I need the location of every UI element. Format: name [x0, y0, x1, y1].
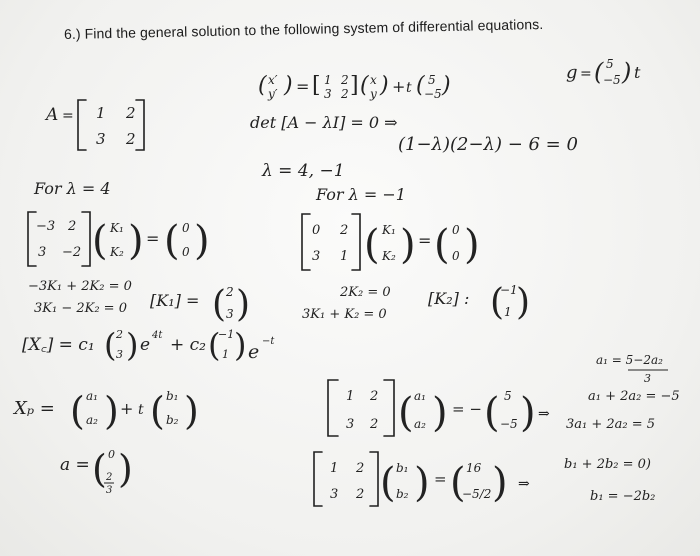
svg-text:e: e — [140, 335, 151, 355]
svg-text:3: 3 — [106, 485, 113, 496]
svg-text:2: 2 — [340, 223, 349, 238]
svg-text:x: x — [370, 73, 377, 87]
svg-text:3K₁ + K₂ = 0: 3K₁ + K₂ = 0 — [302, 307, 387, 322]
svg-text:): ) — [128, 218, 144, 264]
svg-text:3: 3 — [38, 245, 47, 260]
svg-text:(: ( — [360, 73, 369, 98]
svg-text:[K₁] =: [K₁] = — [150, 291, 200, 310]
svg-text:2: 2 — [341, 87, 349, 101]
svg-text:): ) — [442, 73, 451, 98]
svg-text:b₁ + 2b₂ = 0): b₁ + 2b₂ = 0) — [564, 457, 651, 472]
svg-text:−1: −1 — [218, 328, 235, 341]
svg-text:−5: −5 — [500, 417, 518, 431]
svg-text:−t: −t — [262, 336, 275, 347]
svg-text:1: 1 — [340, 249, 349, 264]
svg-text:16: 16 — [466, 461, 482, 475]
svg-text:1: 1 — [504, 305, 512, 319]
svg-text:2: 2 — [106, 472, 113, 483]
svg-text:3: 3 — [226, 307, 234, 321]
svg-text:b₁: b₁ — [396, 461, 409, 475]
svg-text:+: + — [392, 77, 406, 96]
svg-text:(: ( — [594, 58, 604, 86]
svg-text:5: 5 — [428, 73, 436, 87]
svg-text:): ) — [520, 390, 536, 436]
svg-text:(: ( — [416, 73, 425, 98]
svg-text:): ) — [118, 447, 133, 491]
svg-text:5: 5 — [606, 57, 614, 71]
svg-text:−3K₁ + 2K₂ = 0: −3K₁ + 2K₂ = 0 — [28, 279, 132, 294]
svg-text:(: ( — [150, 389, 165, 433]
svg-text:0: 0 — [108, 448, 115, 461]
svg-text:3: 3 — [644, 372, 651, 385]
svg-text:b₂: b₂ — [166, 413, 179, 427]
svg-text:a₂: a₂ — [86, 413, 98, 427]
svg-text:+: + — [120, 399, 134, 418]
svg-text:): ) — [234, 326, 247, 364]
svg-text:3: 3 — [116, 348, 123, 361]
svg-text:(: ( — [208, 326, 221, 364]
svg-text:K₁: K₁ — [110, 221, 124, 235]
svg-text:]: ] — [350, 73, 359, 98]
svg-text:): ) — [184, 389, 199, 433]
svg-text:(: ( — [92, 218, 108, 264]
svg-text:0: 0 — [182, 245, 190, 259]
svg-text:): ) — [492, 460, 508, 506]
svg-text:(: ( — [104, 326, 117, 364]
svg-text:−5: −5 — [603, 73, 621, 87]
case-lambda-4: For λ = 4 — [34, 179, 111, 198]
svg-text:): ) — [380, 73, 389, 98]
svg-text:(: ( — [70, 389, 85, 433]
svg-text:(1−λ)(2−λ) − 6 = 0: (1−λ)(2−λ) − 6 = 0 — [398, 134, 578, 155]
svg-text:t: t — [406, 80, 412, 96]
svg-text:2: 2 — [356, 461, 365, 476]
svg-text:1: 1 — [330, 461, 339, 476]
svg-text:1: 1 — [96, 104, 106, 122]
svg-text:x′: x′ — [268, 73, 278, 87]
svg-text:−5: −5 — [424, 87, 442, 101]
svg-text:): ) — [126, 326, 139, 364]
svg-text:=: = — [62, 108, 74, 124]
svg-text:a =: a = — [60, 455, 90, 475]
svg-text:(: ( — [92, 447, 107, 491]
svg-text:(: ( — [490, 282, 505, 323]
svg-text:=: = — [434, 470, 447, 488]
svg-text:(: ( — [258, 73, 267, 98]
svg-text:(: ( — [380, 460, 396, 506]
svg-text:a₂: a₂ — [414, 417, 426, 431]
svg-text:[K₂] :: [K₂] : — [428, 289, 470, 308]
svg-text:−3: −3 — [36, 219, 56, 234]
svg-text:a₁ = 5−2a₂: a₁ = 5−2a₂ — [596, 353, 663, 367]
svg-text:0: 0 — [182, 221, 190, 235]
svg-text:2: 2 — [68, 219, 77, 234]
svg-text:t: t — [634, 63, 641, 82]
svg-text:): ) — [622, 58, 632, 86]
svg-text:3: 3 — [330, 487, 339, 502]
svg-text:(: ( — [164, 218, 180, 264]
svg-text:): ) — [432, 390, 448, 436]
svg-text:(: ( — [434, 222, 450, 268]
svg-text:): ) — [516, 282, 531, 323]
svg-text:): ) — [400, 222, 416, 268]
svg-text:+ c₂: + c₂ — [170, 335, 206, 355]
svg-text:y′: y′ — [268, 87, 278, 101]
svg-text:(: ( — [484, 390, 500, 436]
svg-text:): ) — [194, 218, 210, 264]
svg-text:−5/2: −5/2 — [462, 487, 492, 501]
eigenvalues: λ = 4, −1 — [262, 161, 345, 181]
svg-text:[: [ — [312, 73, 321, 98]
svg-text:b₁: b₁ — [166, 389, 179, 403]
svg-text:3: 3 — [96, 130, 106, 148]
svg-text:y: y — [370, 87, 377, 101]
problem-statement: 6.) Find the general solution to the following system of differential equations. — [63, 15, 544, 42]
svg-text:g: g — [566, 62, 578, 83]
svg-text:=: = — [296, 77, 310, 96]
svg-text:a₁ + 2a₂ = −5: a₁ + 2a₂ = −5 — [588, 389, 680, 404]
svg-text:⇒: ⇒ — [538, 406, 550, 422]
case-lambda-neg1: For λ = −1 — [316, 185, 406, 204]
svg-text:2: 2 — [341, 73, 349, 87]
svg-text:0: 0 — [452, 223, 460, 237]
svg-text:K₂: K₂ — [382, 249, 396, 263]
svg-text:1: 1 — [222, 348, 229, 361]
svg-text:0: 0 — [312, 223, 321, 238]
svg-text:=: = — [580, 66, 592, 82]
svg-text:0: 0 — [452, 249, 460, 263]
svg-text:2: 2 — [370, 389, 379, 404]
svg-text:1: 1 — [346, 389, 355, 404]
svg-text:a₁: a₁ — [86, 389, 98, 403]
svg-text:b₁ = −2b₂: b₁ = −2b₂ — [590, 489, 656, 504]
svg-text:det [A − λI] = 0 ⇒: det [A − λI] = 0 ⇒ — [250, 113, 398, 132]
svg-text:2K₂ = 0: 2K₂ = 0 — [340, 285, 391, 300]
svg-text:): ) — [414, 460, 430, 506]
svg-text:=: = — [146, 229, 160, 248]
svg-text:= −: = − — [452, 400, 482, 418]
svg-text:2: 2 — [370, 417, 379, 432]
svg-text:(: ( — [398, 390, 414, 436]
svg-text:): ) — [284, 73, 293, 98]
svg-text:2: 2 — [226, 285, 234, 299]
svg-text:3K₁ − 2K₂ = 0: 3K₁ − 2K₂ = 0 — [34, 301, 127, 316]
svg-text:3a₁ + 2a₂ = 5: 3a₁ + 2a₂ = 5 — [566, 417, 656, 432]
svg-text:3: 3 — [312, 249, 321, 264]
svg-text:): ) — [104, 389, 119, 433]
svg-text:e: e — [248, 341, 260, 363]
svg-text:2: 2 — [116, 328, 123, 341]
svg-text:2: 2 — [126, 104, 136, 122]
svg-text:t: t — [138, 402, 144, 418]
svg-text:a₁: a₁ — [414, 389, 426, 403]
svg-text:): ) — [236, 284, 251, 325]
svg-text:(: ( — [212, 284, 227, 325]
svg-text:−1: −1 — [500, 283, 518, 297]
svg-text:Xₚ =: Xₚ = — [14, 398, 55, 419]
svg-text:K₂: K₂ — [110, 245, 124, 259]
svg-text:): ) — [464, 222, 480, 268]
svg-text:⇒: ⇒ — [518, 476, 530, 492]
svg-text:1: 1 — [324, 73, 332, 87]
svg-text:(: ( — [450, 460, 466, 506]
svg-text:5: 5 — [504, 389, 512, 403]
svg-text:2: 2 — [356, 487, 365, 502]
svg-text:2: 2 — [126, 130, 136, 148]
svg-text:[X꜀] = c₁: [X꜀] = c₁ — [22, 335, 95, 355]
svg-text:3: 3 — [324, 87, 332, 101]
svg-text:3: 3 — [346, 417, 355, 432]
svg-text:=: = — [418, 231, 432, 250]
svg-text:K₁: K₁ — [382, 223, 396, 237]
svg-text:b₂: b₂ — [396, 487, 409, 501]
svg-text:−2: −2 — [62, 245, 82, 260]
svg-text:A: A — [46, 105, 59, 125]
svg-text:4t: 4t — [152, 330, 163, 341]
svg-text:(: ( — [364, 222, 380, 268]
